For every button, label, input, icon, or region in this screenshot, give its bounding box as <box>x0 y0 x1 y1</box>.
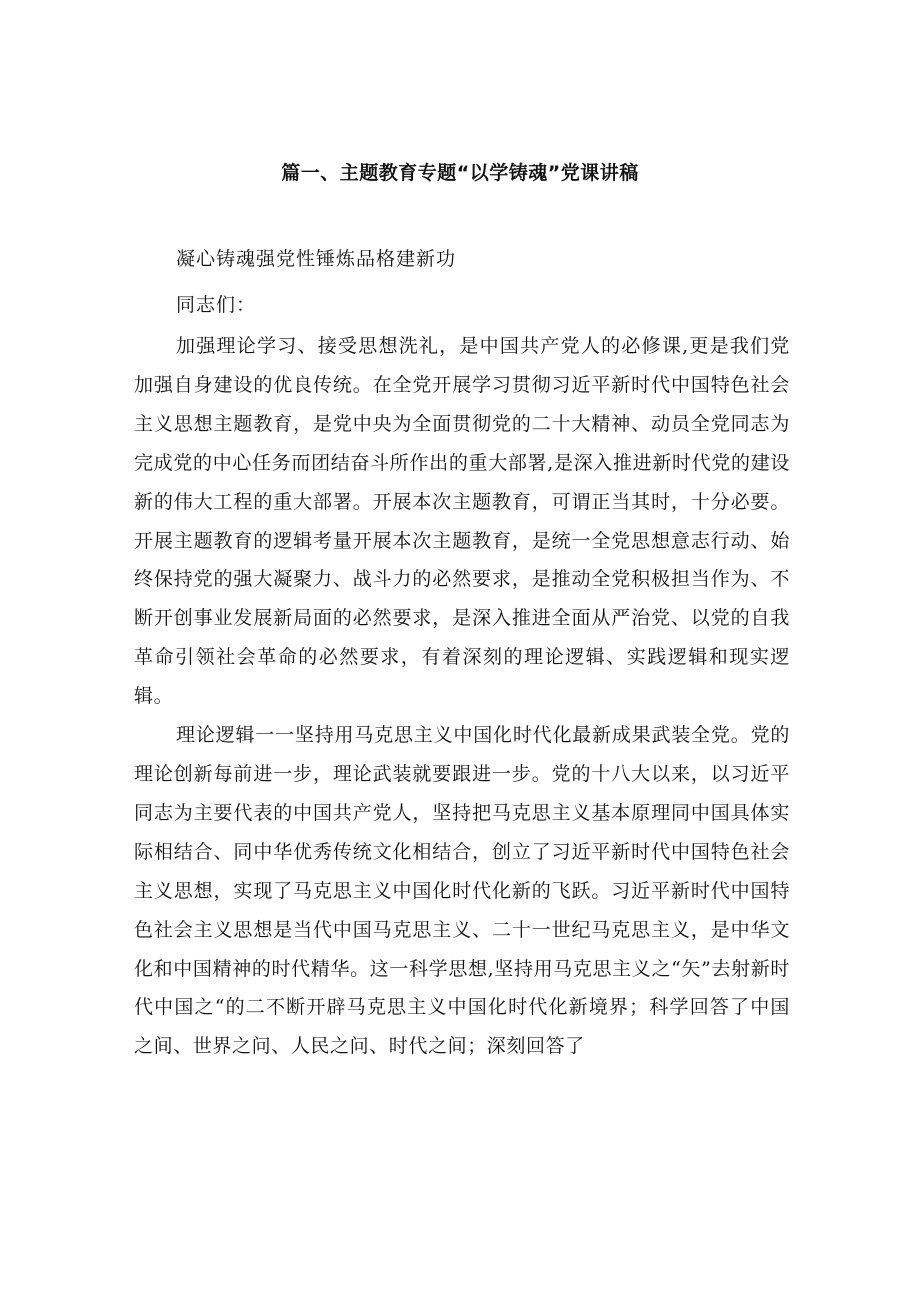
document-body <box>134 327 790 1066</box>
salutation: 同志们： <box>176 294 257 316</box>
document-title: 篇一、主题教育专题“以学铸魂”党课讲稿 <box>281 162 639 184</box>
paragraph: 加强理论学习、接受思想洗礼，是中国共产党人的必修课,更是我们党加强自身建设的优良传统。在全党开展学习贯彻习近平新时代中国特色社会主义思想主题教育，是党中央为全面贯彻党的二十大精神、动员全党同志为完成党的中心任务而团结奋斗所作出的重大部署,是深入推进新时代党的建设新的伟大工程的重大部署。开展本次主题教育，可谓正当其时，十分必要。开展主题教育的逻辑考量开展本次主题教育，是统一全党思想意志行动、始终保持党的强大凝聚力、战斗力的必然要求，是推动全党积极担当作为、不断开创事业发展新局面的必然要求，是深入推进全面从严治党、以党的自我革命引领社会革命的必然要求，有着深刻的理论逻辑、实践逻辑和现实逻辑。 <box>134 335 790 708</box>
paragraph: 理论逻辑一一坚持用马克思主义中国化时代化最新成果武装全党。党的理论创新每前进一步，理论武装就要跟进一步。党的十八大以来，以习近平同志为主要代表的中国共产党人，坚持把马克思主义基本原理同中国具体实际相结合、同中华优秀传统文化相结合，创立了习近平新时代中国特色社会主义思想，实现了马克思主义中国化时代化新的飞跃。习近平新时代中国特色社会主义思想是当代中国马克思主义、二十一世纪马克思主义，是中华文化和中国精神的时代精华。这一科学思想,坚持用马克思主义之“矢”去射新时代中国之“的二不断开辟马克思主义中国化时代化新境界；科学回答了中国之间、世界之问、人民之问、时代之间；深刻回答了 <box>134 724 790 1058</box>
document-subtitle: 凝心铸魂强党性锤炼品格建新功 <box>176 248 457 270</box>
